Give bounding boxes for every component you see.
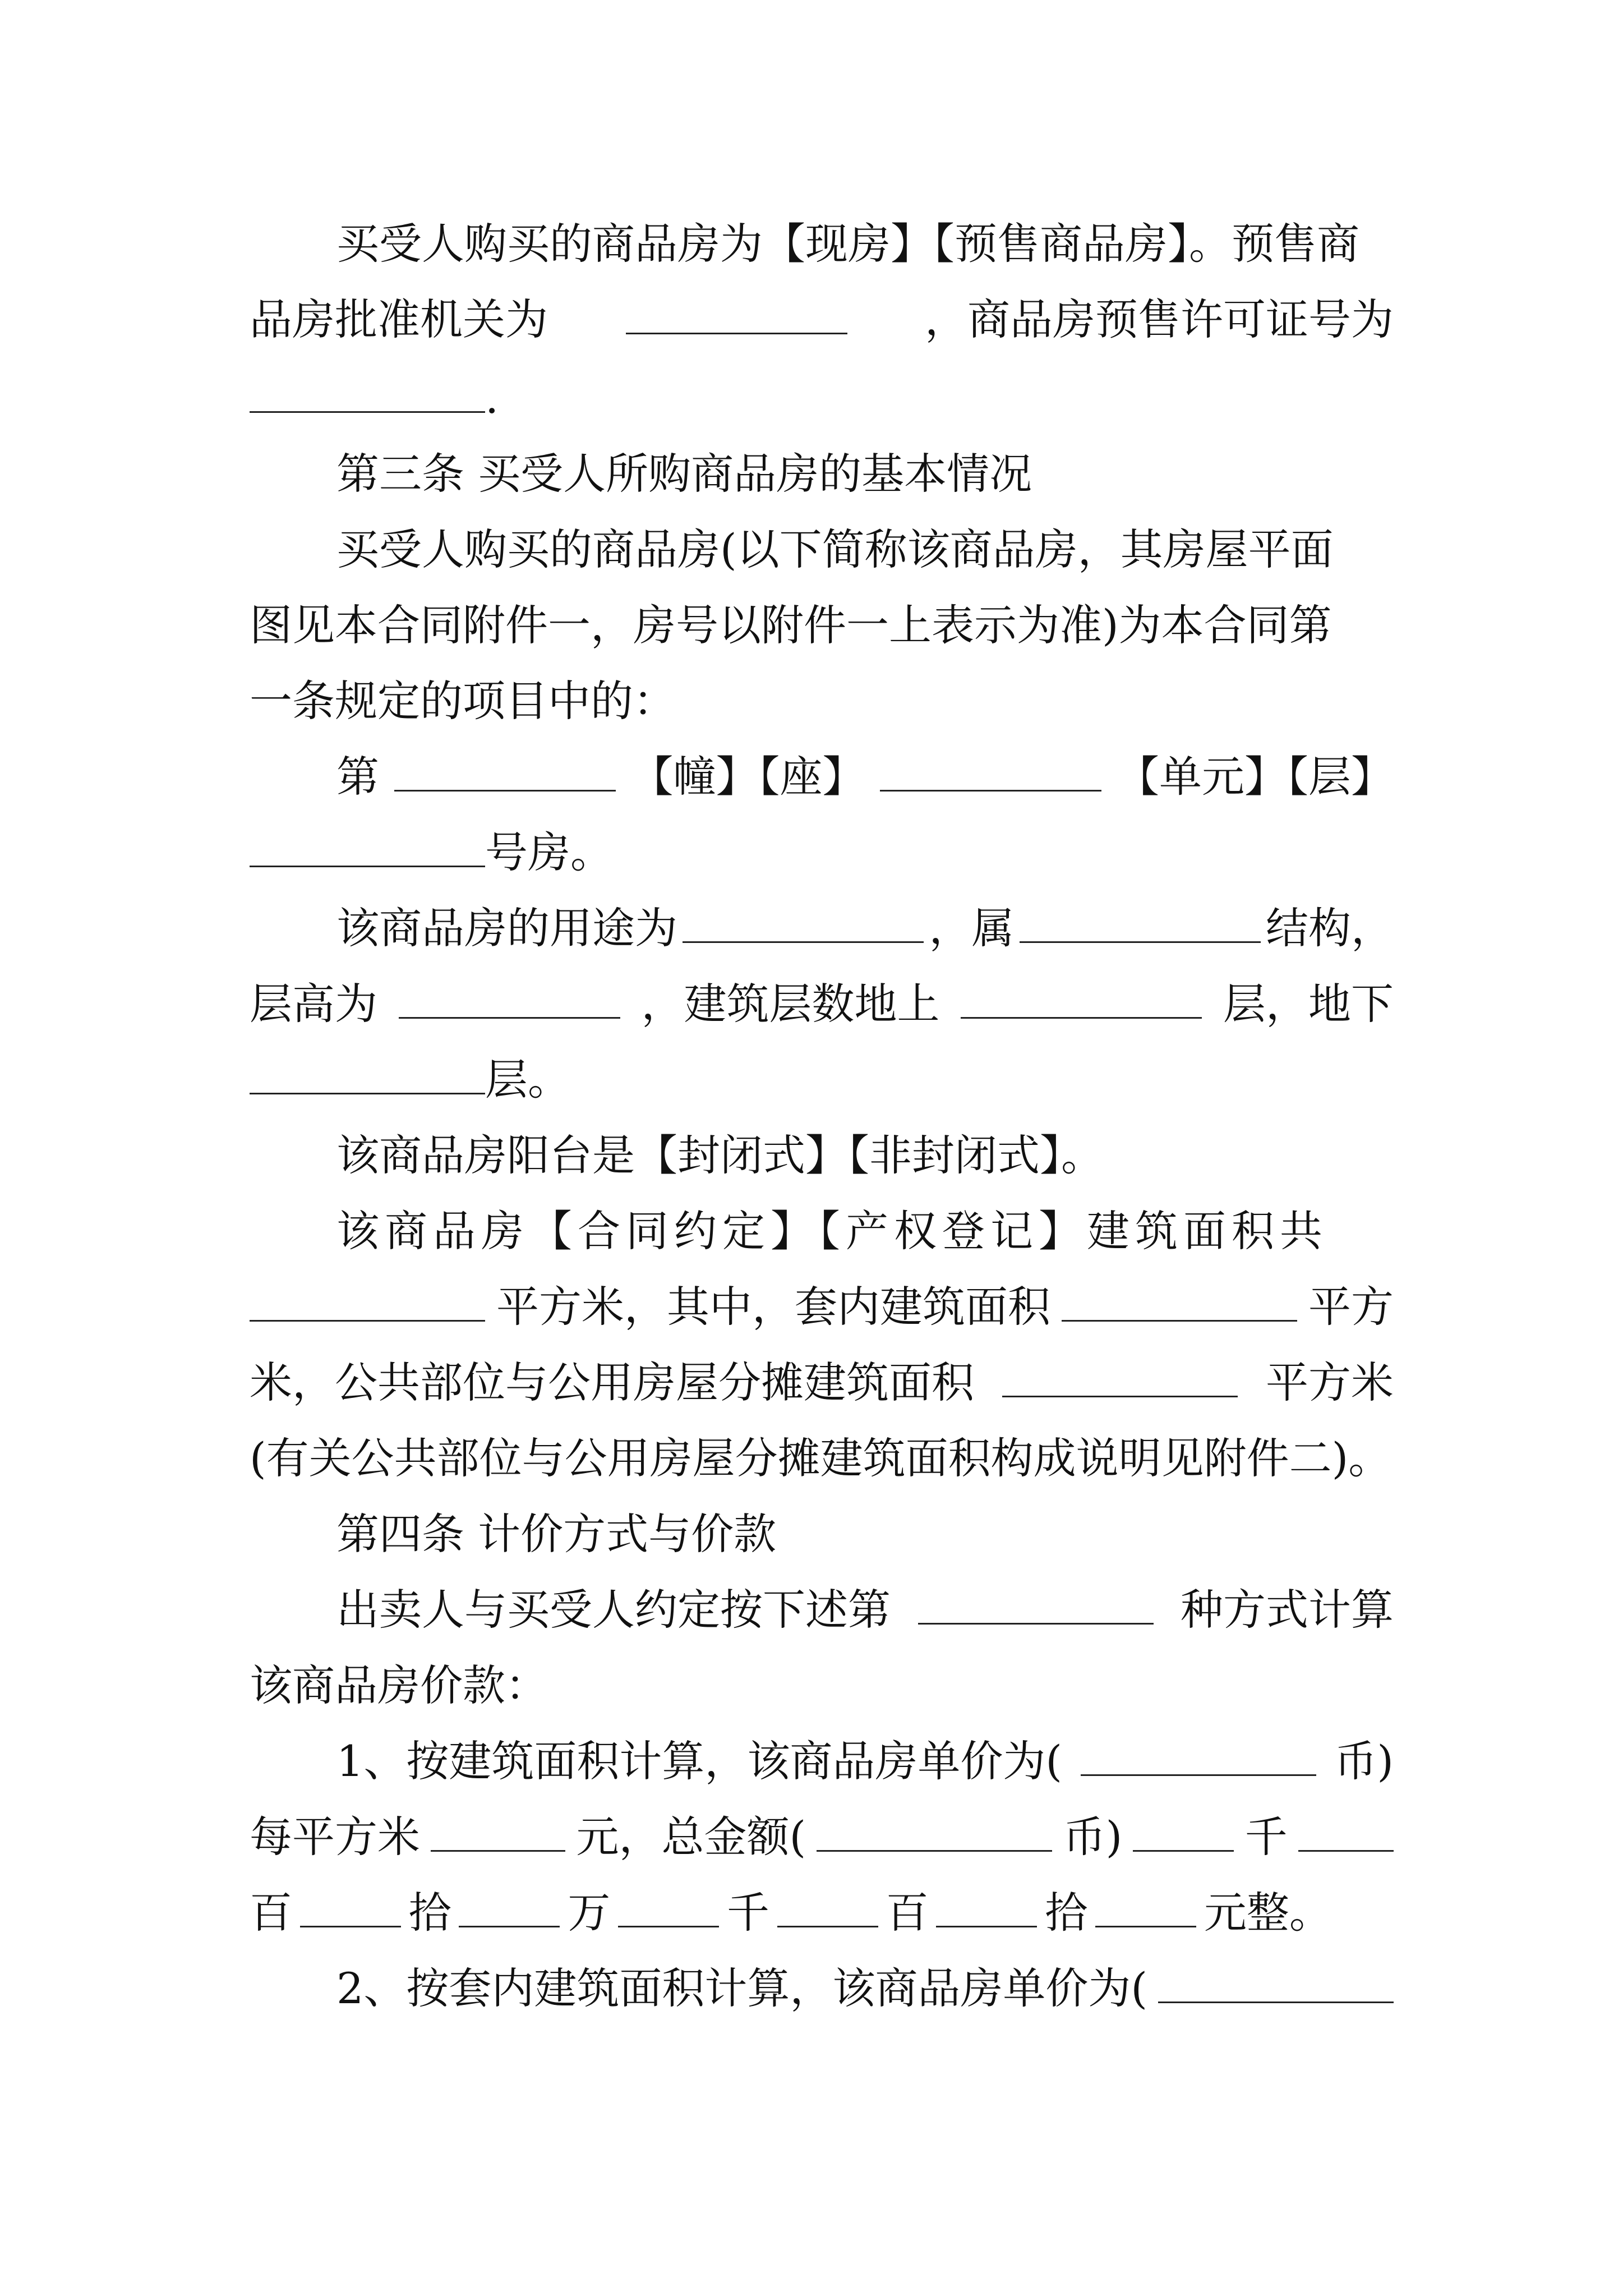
unit-floor-blank[interactable] bbox=[880, 757, 1101, 792]
amount-blank[interactable] bbox=[936, 1893, 1037, 1927]
paragraph-line-16 bbox=[250, 1343, 1394, 1422]
floor-height-blank[interactable] bbox=[399, 984, 620, 1019]
text-segment: 层高为 bbox=[250, 979, 377, 1029]
text-segment: 该商品房的用途为 bbox=[336, 903, 677, 953]
heading-text: 第四条 计价方式与价款 bbox=[336, 1509, 777, 1559]
usage-blank[interactable] bbox=[683, 909, 924, 943]
inner-price-currency-blank[interactable] bbox=[1158, 1969, 1394, 2003]
text-segment: 拾 bbox=[408, 1888, 451, 1938]
text-segment: 万 bbox=[568, 1888, 611, 1938]
paragraph-line-8 bbox=[336, 738, 1394, 816]
paragraph-line-24 bbox=[336, 1949, 1394, 2028]
text-segment: 百 bbox=[250, 1888, 292, 1938]
paragraph-line-23 bbox=[250, 1874, 1332, 1952]
paragraph-line-5 bbox=[336, 510, 1481, 589]
text-segment: 买受人购买的商品房(以下简称该商品房，其房屋平面 bbox=[336, 524, 1334, 574]
text-segment: 出卖人与买受人约定按下述第 bbox=[336, 1585, 891, 1635]
text-segment: 品房批准机关为 bbox=[250, 295, 548, 344]
total-area-blank[interactable] bbox=[250, 1287, 485, 1322]
text-segment: 元，总金额( bbox=[576, 1812, 806, 1862]
approval-authority-blank[interactable] bbox=[626, 300, 847, 334]
paragraph-line-20 bbox=[250, 1646, 1394, 1725]
article-4-heading bbox=[336, 1495, 1481, 1573]
text-segment: 拾 bbox=[1045, 1888, 1088, 1938]
paragraph-line-15 bbox=[250, 1268, 1394, 1346]
article-3-heading bbox=[336, 435, 1481, 513]
paragraph-line-21 bbox=[336, 1722, 1394, 1801]
text-segment: 平方 bbox=[1308, 1282, 1394, 1332]
total-currency-blank[interactable] bbox=[817, 1818, 1052, 1852]
room-number-blank[interactable] bbox=[250, 833, 485, 867]
paragraph-line-19 bbox=[336, 1571, 1394, 1649]
amount-blank[interactable] bbox=[777, 1893, 878, 1927]
amount-ten-thousands-blank[interactable] bbox=[1133, 1818, 1234, 1852]
text-segment: ，建筑层数地上 bbox=[641, 979, 940, 1029]
text-segment: 平方米，其中，套内建筑面积 bbox=[496, 1282, 1050, 1332]
shared-area-blank[interactable] bbox=[1002, 1363, 1238, 1397]
text-segment: 该商品房【合同约定】【产权登记】建筑面积共 bbox=[336, 1206, 1328, 1256]
text-segment: . bbox=[485, 373, 499, 423]
text-segment: 元整。 bbox=[1204, 1888, 1332, 1938]
pricing-method-blank[interactable] bbox=[918, 1590, 1154, 1625]
text-segment: 百 bbox=[886, 1888, 929, 1938]
text-segment: (有关公共部位与公用房屋分摊建筑面积构成说明见附件二)。 bbox=[250, 1433, 1391, 1483]
amount-blank[interactable] bbox=[618, 1893, 719, 1927]
paragraph-line-14 bbox=[336, 1192, 1481, 1271]
text-segment: 一条规定的项目中的： bbox=[250, 676, 676, 726]
text-segment: 种方式计算 bbox=[1181, 1585, 1394, 1635]
text-segment: 层，地下 bbox=[1223, 979, 1394, 1029]
inner-area-blank[interactable] bbox=[1062, 1287, 1297, 1322]
unit-price-blank[interactable] bbox=[431, 1818, 565, 1852]
paragraph-line-10 bbox=[336, 889, 1394, 968]
text-segment: ，商品房预售许可证号为 bbox=[925, 295, 1394, 344]
text-segment: 1、按建筑面积计算，该商品房单价为( bbox=[336, 1736, 1063, 1786]
text-segment: ，属 bbox=[929, 903, 1015, 953]
floors-above-ground-blank[interactable] bbox=[961, 984, 1202, 1019]
paragraph-line-11 bbox=[250, 965, 1394, 1043]
amount-blank[interactable] bbox=[459, 1893, 560, 1927]
text-segment: 该商品房阳台是【封闭式】【非封闭式】。 bbox=[336, 1130, 1104, 1180]
paragraph-line-12 bbox=[250, 1041, 1394, 1119]
paragraph-line-2 bbox=[250, 280, 1394, 359]
text-segment: 第 bbox=[336, 752, 379, 802]
text-segment: 米，公共部位与公用房屋分摊建筑面积 bbox=[250, 1358, 974, 1407]
text-segment: 平方米 bbox=[1266, 1358, 1394, 1407]
text-segment: 千 bbox=[726, 1888, 769, 1938]
currency-blank[interactable] bbox=[1081, 1742, 1316, 1776]
text-segment: 图见本合同附件一，房号以附件一上表示为准)为本合同第 bbox=[250, 600, 1332, 650]
amount-blank[interactable] bbox=[300, 1893, 401, 1927]
floors-below-ground-blank[interactable] bbox=[250, 1060, 485, 1094]
building-number-blank[interactable] bbox=[394, 757, 616, 792]
text-segment: 该商品房价款： bbox=[250, 1660, 548, 1710]
text-segment: 层。 bbox=[485, 1055, 570, 1105]
structure-blank[interactable] bbox=[1020, 909, 1261, 943]
text-segment: 【幢】【座】 bbox=[630, 752, 865, 802]
text-segment: 币) bbox=[1063, 1812, 1123, 1862]
text-segment: 【单元】【层】 bbox=[1117, 752, 1394, 802]
paragraph-line-9 bbox=[250, 813, 1394, 892]
text-segment: 2、按套内建筑面积计算，该商品房单价为( bbox=[336, 1963, 1148, 2013]
paragraph-line-7 bbox=[250, 662, 1394, 740]
text-segment: 币) bbox=[1334, 1736, 1394, 1786]
paragraph-line-22 bbox=[250, 1798, 1394, 1876]
text-segment: 千 bbox=[1244, 1812, 1288, 1862]
paragraph-line-6 bbox=[250, 586, 1394, 665]
paragraph-line-1 bbox=[336, 205, 1481, 283]
amount-blank[interactable] bbox=[1095, 1893, 1196, 1927]
text-segment: 每平方米 bbox=[250, 1812, 420, 1862]
paragraph-line-17 bbox=[250, 1419, 1427, 1498]
text-segment: 买受人购买的商品房为【现房】【预售商品房】。预售商 bbox=[336, 219, 1359, 269]
amount-hundreds-blank[interactable] bbox=[1298, 1818, 1394, 1852]
heading-text: 第三条 买受人所购商品房的基本情况 bbox=[336, 449, 1032, 499]
paragraph-line-3 bbox=[250, 359, 1394, 438]
presale-permit-blank[interactable] bbox=[250, 379, 485, 413]
text-segment: 结构， bbox=[1266, 903, 1394, 953]
paragraph-line-13 bbox=[336, 1116, 1481, 1195]
text-segment: 号房。 bbox=[485, 827, 613, 877]
